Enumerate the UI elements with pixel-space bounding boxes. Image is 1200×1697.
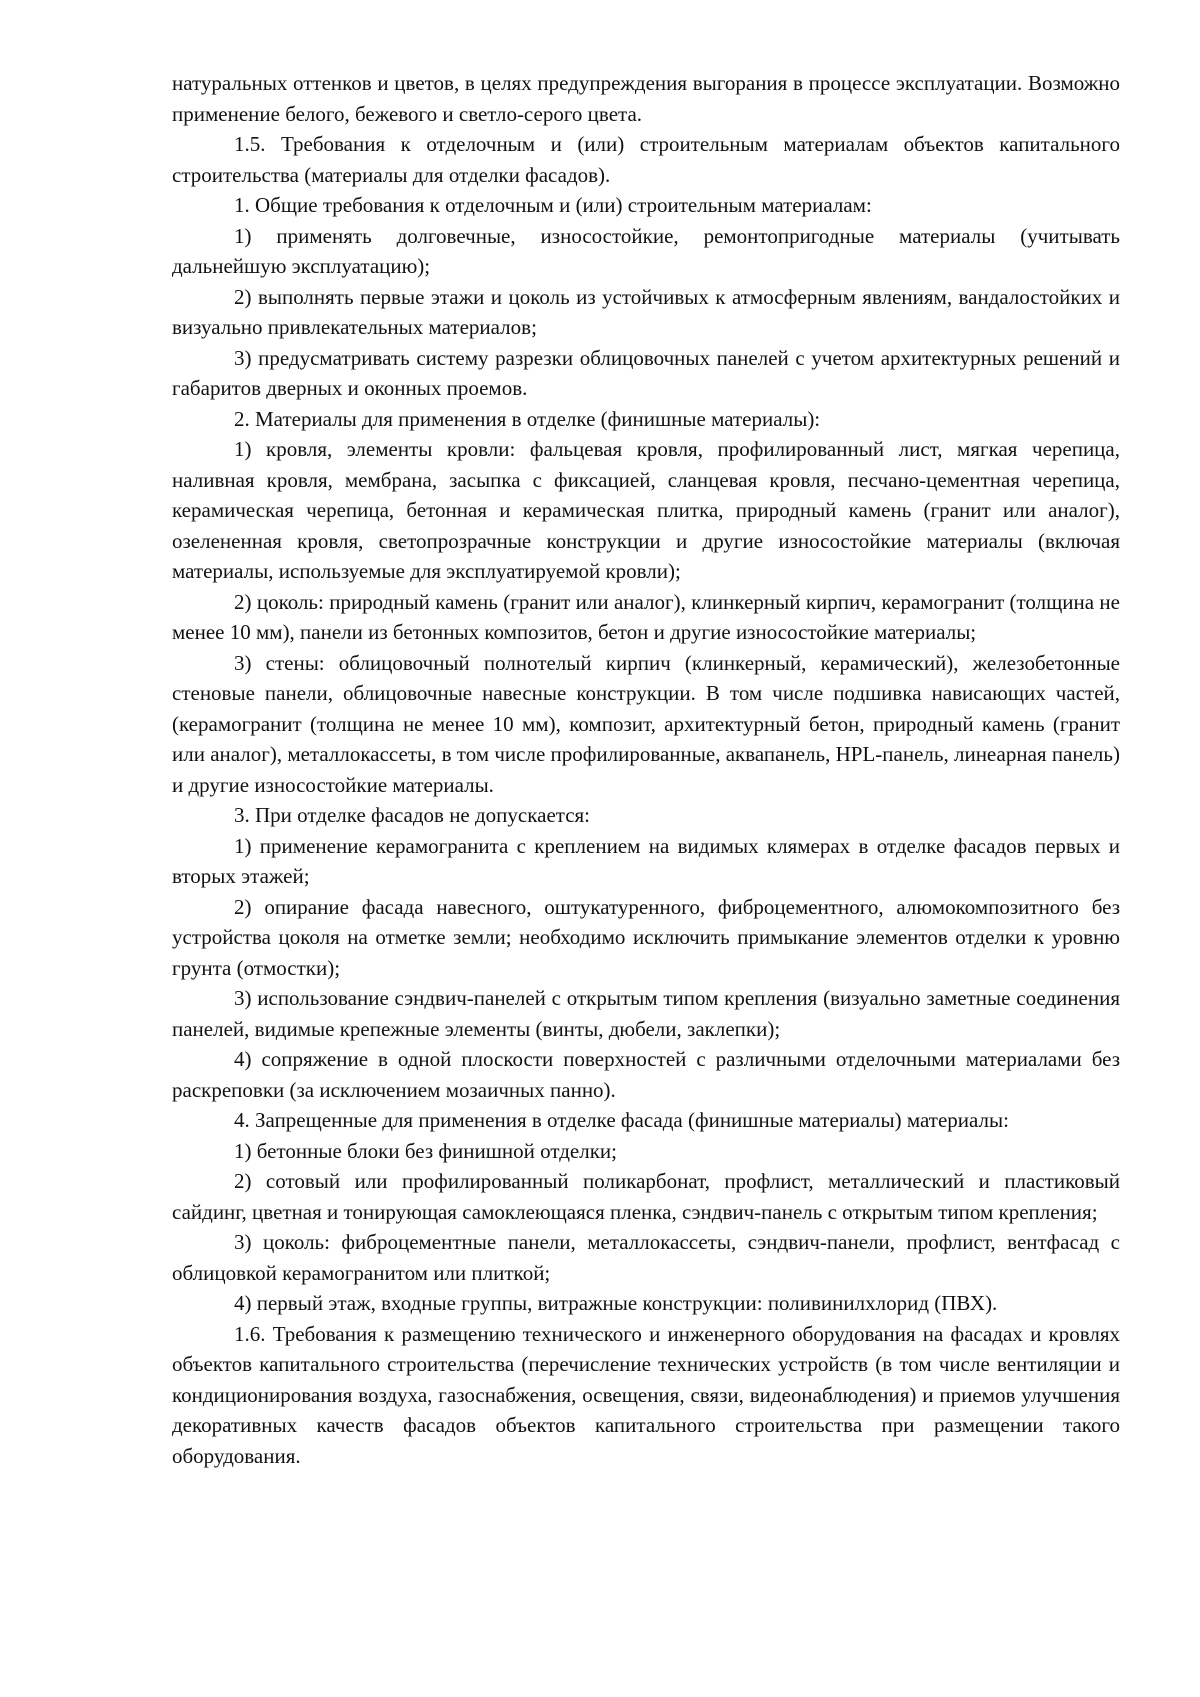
list-item: 2) цоколь: природный камень (гранит или аналог), клинкерный кирпич, керамогранит (толщина не менее 10 мм), панели из бетонных композитов, бетон и другие износостойкие материалы; <box>172 589 1120 644</box>
list-item: 2) опирание фасада навесного, оштукатуренного, фиброцементного, алюмокомпозитного без устройства цоколя на отметке земли; необходимо исключить примыкание элементов отделки к уровню грунта (отмостки); <box>172 894 1120 980</box>
list-item: 1) применение керамогранита с креплением на видимых клямерах в отделке фасадов первых и вторых этажей; <box>172 833 1120 888</box>
list-item: 4) сопряжение в одной плоскости поверхностей с различными отделочными материалами без раскреповки (за исключением мозаичных панно). <box>172 1047 1120 1102</box>
list-item: 3) стены: облицовочный полнотелый кирпич (клинкерный, керамический), железобетонные стеновые панели, облицовочные навесные конструкции. В том числе подшивка нависающих частей, (керамогранит (толщина не менее 10 мм), композит, архитектурный бетон, природный камень (гранит или аналог), металлокассеты, в том числе профилированные, аквапанель, HPL-панель, линеарная панель) и другие износостойкие материалы. <box>172 650 1120 797</box>
list-item: 1) бетонные блоки без финишной отделки; <box>234 1138 617 1163</box>
list-item: 3) использование сэндвич-панелей с открытым типом крепления (визуально заметные соединения панелей, видимые крепежные элементы (винты, дюбели, заклепки); <box>172 986 1120 1041</box>
list-item: 1) кровля, элементы кровли: фальцевая кровля, профилированный лист, мягкая черепица, наливная кровля, мембрана, засыпка с фиксацией, сланцевая кровля, песчано-цементная черепица, керамическая черепица, бетонная и керамическая плитка, природный камень (гранит или аналог), озелененная кровля, светопрозрачные конструкции и другие износостойкие материалы (включая материалы, используемые для эксплуатируемой кровли); <box>172 437 1120 583</box>
document-page <box>172 68 1120 1471</box>
list-item: 4) первый этаж, входные группы, витражные конструкции: поливинилхлорид (ПВХ). <box>234 1291 998 1315</box>
paragraph-continued: натуральных оттенков и цветов, в целях предупреждения выгорания в процессе эксплуатации. Возможно применение белого, бежевого и светло-серого цвета. <box>172 71 1120 126</box>
list-item: 3) предусматривать систему разрезки облицовочных панелей с учетом архитектурных решений и габаритов дверных и оконных проемов. <box>172 345 1120 400</box>
list-item: 3) цоколь: фиброцементные панели, металлокассеты, сэндвич-панели, профлист, вентфасад с облицовкой керамогранитом или плиткой; <box>172 1230 1120 1285</box>
subsection-general-requirements: 1. Общие требования к отделочным и (или) строительным материалам: <box>234 193 872 217</box>
list-item: 2) выполнять первые этажи и цоколь из устойчивых к атмосферным явлениям, вандалостойких и визуально привлекательных материалов; <box>172 284 1120 339</box>
subsection-finish-materials: 2. Материалы для применения в отделке (финишные материалы): <box>234 406 821 431</box>
section-1-5-heading: 1.5. Требования к отделочным и (или) строительным материалам объектов капитального строительства (материалы для отделки фасадов). <box>172 132 1120 187</box>
list-item: 1) применять долговечные, износостойкие, ремонтопригодные материалы (учитывать дальнейшую эксплуатацию); <box>172 223 1120 278</box>
section-1-6-heading: 1.6. Требования к размещению технического и инженерного оборудования на фасадах и кровлях объектов капитального строительства (перечисление технических устройств (в том числе вентиляции и кондиционирования воздуха, газоснабжения, освещения, связи, видеонаблюдения) и приемов улучшения декоративных качеств фасадов объектов капитального строительства при размещении такого оборудования. <box>172 1321 1120 1468</box>
subsection-prohibited-materials: 4. Запрещенные для применения в отделке фасада (финишные материалы) материалы: <box>234 1108 1009 1132</box>
subsection-not-allowed: 3. При отделке фасадов не допускается: <box>234 803 591 827</box>
list-item: 2) сотовый или профилированный поликарбонат, профлист, металлический и пластиковый сайдинг, цветная и тонирующая самоклеющаяся пленка, сэндвич-панель с открытым типом крепления; <box>172 1169 1120 1224</box>
